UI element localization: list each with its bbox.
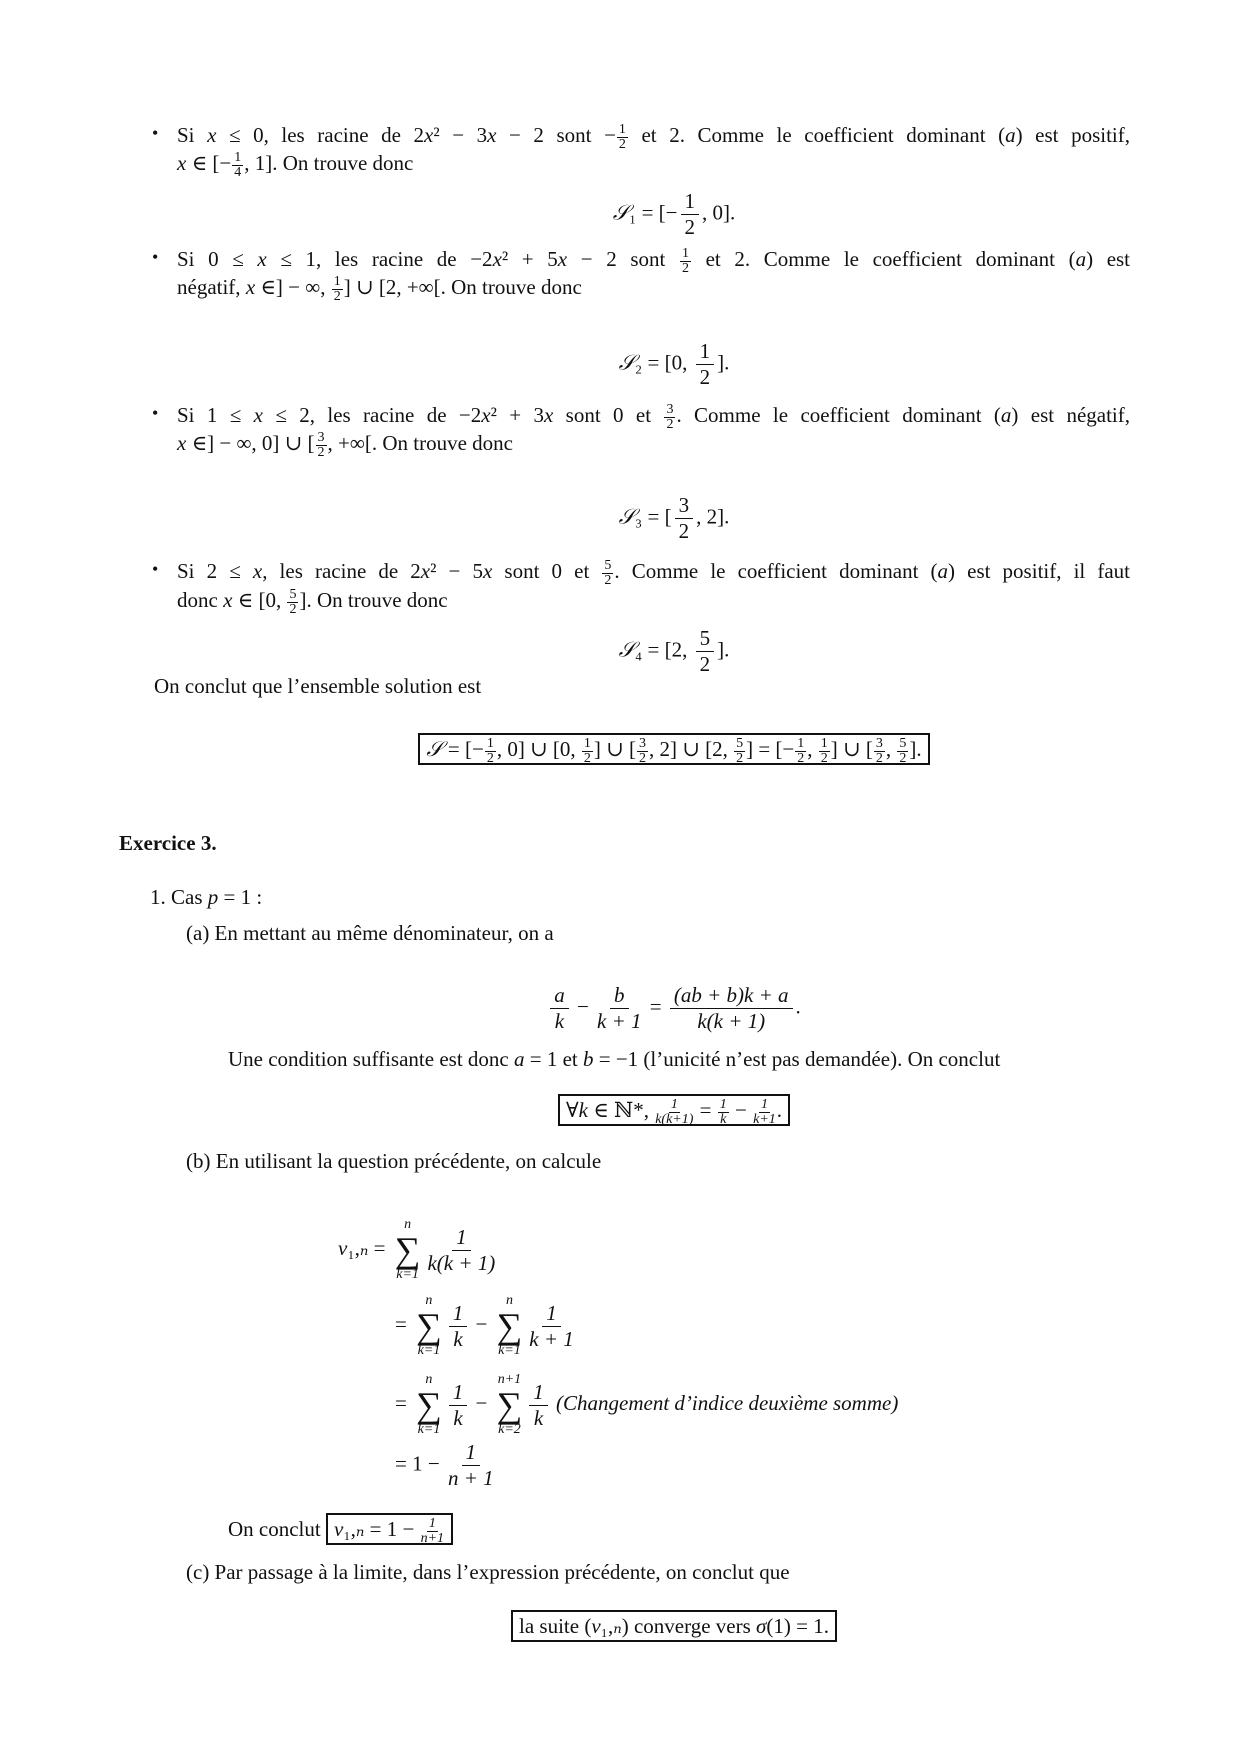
math-text: ₁, — [347, 1235, 360, 1260]
eq-a — [54, 983, 1240, 1034]
math-symbol: x — [252, 559, 263, 583]
text-run: sont — [543, 123, 605, 147]
denominator: k — [554, 1009, 565, 1033]
summation — [497, 1372, 523, 1438]
math-symbol: a — [1005, 123, 1016, 147]
math-symbol: v — [333, 1517, 344, 1541]
math-text: = — [694, 1098, 717, 1122]
numerator: 3 — [317, 429, 325, 445]
math-text: 2 — [413, 123, 425, 147]
fraction — [680, 247, 691, 276]
denominator: 2 — [678, 519, 690, 543]
text-run: . On trouve donc — [306, 588, 448, 612]
exercise-title — [119, 829, 217, 857]
fraction — [637, 737, 648, 766]
bullet-icon: • — [152, 247, 159, 267]
bullet-icon: • — [152, 559, 159, 579]
fraction — [485, 737, 496, 766]
math-text: . — [795, 994, 801, 1019]
math-text: ] ∪ [ — [593, 737, 636, 761]
numerator: 1 — [462, 1440, 481, 1466]
math-text: ² − 5 — [430, 559, 483, 583]
math-text: ]. — [717, 637, 730, 662]
sum-upper-limit: n — [505, 1293, 513, 1308]
math-text: 0 — [253, 123, 264, 147]
text-run: On conclut — [228, 1517, 326, 1541]
denominator: 2 — [618, 136, 626, 152]
math-text: = 1 — [218, 885, 252, 909]
math-text: ₄ = [2, — [634, 637, 693, 662]
text-run: . On trouve donc — [440, 275, 582, 299]
math-text: ∈ [− — [186, 151, 232, 175]
fraction — [550, 983, 569, 1034]
b3-l1 — [177, 401, 1130, 432]
denominator: 2 — [681, 260, 689, 276]
text-run: et 2. Comme le coefficient dominant ( — [691, 247, 1076, 271]
math-text: , 2]. — [696, 504, 730, 529]
fraction — [316, 431, 327, 460]
math-symbol: ₙ — [355, 1517, 365, 1541]
math-text: , 0] ∪ [0, — [496, 737, 581, 761]
sigma-icon: ∑ — [416, 1306, 442, 1346]
math-text: = 1 — [524, 1047, 558, 1071]
numerator: 1 — [820, 735, 828, 751]
text-run: négatif, — [177, 275, 246, 299]
math-text: . — [776, 1098, 783, 1122]
math-symbol: x — [487, 123, 497, 147]
fraction — [287, 588, 298, 617]
fraction — [427, 1225, 495, 1276]
text-run: . On trouve donc — [272, 151, 414, 175]
text-run: , les racine de — [309, 403, 459, 427]
math-symbol: ₙ — [359, 1235, 369, 1260]
fraction — [449, 1301, 468, 1352]
math-symbol: x — [420, 559, 431, 583]
math-text: ≤ 2 — [262, 403, 310, 427]
text-run: Si — [177, 559, 207, 583]
math-text: ] ∪ [2, +∞[ — [343, 275, 441, 299]
fraction — [795, 737, 806, 766]
fraction — [696, 339, 715, 390]
cond — [228, 1045, 1000, 1073]
numerator: 1 — [449, 1380, 468, 1406]
math-text: = — [368, 1235, 391, 1260]
fraction — [332, 275, 343, 304]
text-run: ) est — [1086, 247, 1131, 271]
math-text: = — [395, 1311, 413, 1336]
b4-l2 — [177, 586, 448, 617]
denominator: k(k+1) — [655, 1111, 694, 1127]
denominator: k — [720, 1111, 727, 1127]
math-symbol: 𝒮 — [612, 200, 629, 225]
numerator: b — [610, 983, 629, 1009]
math-text: , 2] ∪ [2, — [649, 737, 734, 761]
b1-l2 — [177, 149, 413, 180]
numerator: 1 — [670, 1096, 678, 1112]
math-text: ₁, — [600, 1614, 614, 1638]
s3 — [54, 493, 1240, 544]
math-symbol: 𝒮 — [618, 504, 635, 529]
b1-l1 — [177, 121, 1130, 152]
numerator: 5 — [736, 735, 744, 751]
summation — [416, 1372, 442, 1438]
boxed-result — [511, 1610, 837, 1642]
bullet-icon: • — [152, 123, 159, 143]
math-text: , — [807, 737, 818, 761]
denominator: 2 — [289, 601, 297, 617]
math-text: − — [604, 123, 616, 147]
text-run: donc — [177, 588, 224, 612]
math-text: ∈] − ∞, 0] ∪ [ — [186, 431, 315, 455]
text-run: : — [251, 885, 263, 909]
q1c — [186, 1558, 790, 1586]
text-run: sont — [616, 247, 679, 271]
sigma-icon: ∑ — [496, 1385, 523, 1425]
text-run: sont 0 et — [492, 559, 602, 583]
text-run: . Comme le coefficient dominant ( — [614, 559, 938, 583]
denominator: 2 — [699, 652, 711, 676]
sum-lower-limit: k=1 — [396, 1267, 419, 1282]
math-text: , +∞[ — [327, 431, 372, 455]
denominator: 2 — [604, 572, 612, 588]
fraction — [655, 1098, 693, 1127]
math-text: 2 — [410, 559, 421, 583]
math-symbol: v — [591, 1614, 601, 1638]
numerator: 5 — [289, 586, 297, 602]
text-run: , les racine de — [263, 123, 414, 147]
numerator: 1 — [681, 245, 689, 261]
denominator: k — [453, 1326, 463, 1351]
text-run: ) est négatif, — [1011, 403, 1130, 427]
text-run: ) est positif, — [1015, 123, 1130, 147]
math-text: − 2 — [567, 247, 617, 271]
math-text: 2 ≤ — [206, 559, 253, 583]
math-text: ₁, — [343, 1517, 356, 1541]
fraction — [718, 1098, 729, 1127]
fraction — [602, 559, 613, 588]
denominator: 2 — [699, 365, 711, 389]
denominator: 2 — [639, 750, 646, 766]
denominator: 2 — [736, 750, 744, 766]
denominator: 2 — [666, 416, 674, 432]
math-text: ² − 3 — [433, 123, 488, 147]
denominator: k(k + 1) — [427, 1250, 496, 1275]
b2-l2 — [177, 273, 582, 304]
math-symbol: x ≤ — [207, 123, 254, 147]
fraction — [597, 983, 642, 1034]
q1 — [150, 883, 262, 911]
math-symbol: x — [253, 403, 263, 427]
text-run: ) converge vers — [621, 1614, 757, 1638]
fraction — [897, 737, 908, 766]
math-text: ]. — [717, 350, 730, 375]
summation — [395, 1217, 421, 1283]
box-c — [54, 1612, 1240, 1640]
math-symbol: x — [543, 403, 554, 427]
math-text: ] = [− — [746, 737, 795, 761]
math-symbol: x — [492, 247, 502, 271]
numerator: 1 — [333, 273, 341, 289]
numerator: 1 — [452, 1225, 471, 1251]
sum-lower-limit: k=1 — [498, 1343, 521, 1358]
fraction — [819, 737, 830, 766]
math-text: , — [885, 737, 897, 761]
b2-l1 — [177, 245, 1130, 276]
bullet-icon: • — [152, 403, 159, 423]
numerator: 5 — [899, 735, 907, 751]
numerator: 5 — [604, 557, 612, 573]
math-text: ² + 3 — [490, 403, 544, 427]
concl-b — [228, 1515, 453, 1546]
fraction — [696, 626, 715, 677]
fraction — [664, 403, 675, 432]
numerator: 1 — [486, 735, 494, 751]
math-symbol: 𝒮 — [426, 737, 443, 761]
numerator: a — [550, 983, 569, 1009]
numerator: 1 — [449, 1301, 468, 1327]
fraction — [675, 493, 694, 544]
q1a — [186, 919, 554, 947]
s1 — [54, 189, 1240, 240]
numerator: 1 — [529, 1380, 548, 1406]
text-run: (a) En mettant au même dénominateur, on a — [186, 921, 554, 945]
math-text: ] — [299, 588, 307, 612]
fraction — [617, 123, 628, 152]
math-symbol: (Changement d’indice deuxième somme) — [556, 1390, 899, 1415]
text-run: Si — [177, 123, 208, 147]
math-text: ² + 5 — [501, 247, 558, 271]
math-symbol: 𝒮 — [618, 637, 635, 662]
text-run: et 2. Comme le coefficient dominant ( — [628, 123, 1006, 147]
eq-b4 — [395, 1440, 497, 1491]
math-text: = 1 − — [395, 1451, 445, 1476]
sum-lower-limit: k=1 — [417, 1422, 441, 1437]
fraction — [421, 1517, 444, 1546]
fraction — [529, 1301, 574, 1352]
s4 — [54, 626, 1240, 677]
numerator: 3 — [875, 735, 883, 751]
denominator: 2 — [820, 750, 828, 766]
denominator: k — [533, 1405, 544, 1430]
text-run: ) est positif, il faut — [948, 559, 1131, 583]
summation — [416, 1293, 442, 1359]
math-symbol: 𝒮 — [618, 350, 635, 375]
math-text: 0 ≤ — [208, 247, 258, 271]
math-text: ₂ = [0, — [634, 350, 693, 375]
final-box — [54, 735, 1240, 766]
sigma-icon: ∑ — [416, 1385, 442, 1425]
math-text: ∀ — [565, 1098, 579, 1122]
math-text: (1) = 1. — [766, 1614, 829, 1638]
denominator: 2 — [317, 444, 325, 460]
math-symbol: k — [578, 1098, 588, 1122]
text-run: On conclut que l’ensemble solution est — [154, 674, 482, 698]
denominator: 2 — [333, 288, 341, 304]
text-run: Une condition suffisante est donc — [228, 1047, 514, 1071]
denominator: 2 — [684, 215, 696, 239]
numerator: 1 — [719, 1096, 727, 1112]
eq-b3 — [395, 1372, 898, 1438]
math-symbol: x — [424, 123, 434, 147]
math-symbol: a — [1000, 403, 1012, 427]
math-text: ∈ ℕ*, — [587, 1098, 655, 1122]
math-text: , 1] — [244, 151, 273, 175]
math-symbol: x — [177, 431, 187, 455]
numerator: 1 — [696, 339, 715, 365]
math-text: ∈ [0, — [232, 588, 287, 612]
math-symbol: p — [207, 885, 219, 909]
math-text: = 1 − — [364, 1517, 420, 1541]
numerator: 5 — [696, 626, 715, 652]
sum-lower-limit: k=1 — [417, 1343, 441, 1358]
math-symbol: σ — [756, 1614, 767, 1638]
math-text: 1 ≤ — [206, 403, 254, 427]
numerator: 1 — [428, 1515, 436, 1531]
fraction — [232, 151, 243, 180]
math-text: − — [470, 1390, 493, 1415]
box-a — [54, 1096, 1240, 1127]
denominator: k — [453, 1405, 463, 1430]
denominator: k(k + 1) — [697, 1009, 766, 1033]
math-text: = — [395, 1390, 413, 1415]
denominator: k + 1 — [597, 1009, 642, 1033]
numerator: 1 — [618, 121, 626, 137]
boxed-result — [326, 1513, 453, 1545]
text-run: Si — [177, 403, 207, 427]
numerator: 1 — [583, 735, 591, 751]
math-text: ∈] − ∞, — [255, 275, 331, 299]
math-text: ≤ 1 — [266, 247, 317, 271]
fraction — [734, 737, 745, 766]
text-run: (b) En utilisant la question précédente, on calcule — [186, 1149, 602, 1173]
text-run: . Comme le coefficient dominant ( — [676, 403, 1001, 427]
text-run: (l’unicité n’est pas demandée). On conclut — [638, 1047, 1001, 1071]
summation — [497, 1293, 523, 1359]
denominator: 2 — [583, 750, 591, 766]
math-text: = −1 — [593, 1047, 639, 1071]
fraction — [582, 737, 593, 766]
numerator: 3 — [639, 735, 646, 751]
denominator: 2 — [899, 750, 907, 766]
text-run: 1. Cas — [150, 885, 208, 909]
sigma-icon: ∑ — [394, 1230, 421, 1270]
math-text: ₃ = [ — [634, 504, 672, 529]
denominator: n+1 — [420, 1530, 445, 1546]
text-run: sont 0 et — [553, 403, 664, 427]
text-run: la suite ( — [519, 1614, 592, 1638]
math-symbol: x — [177, 151, 187, 175]
fraction — [448, 1440, 494, 1491]
math-text: − — [571, 994, 595, 1019]
math-text: −2 — [458, 403, 482, 427]
math-symbol: a — [513, 1047, 525, 1071]
denominator: 4 — [234, 164, 242, 180]
numerator: 3 — [666, 401, 674, 417]
boxed-result — [418, 733, 929, 765]
fraction — [681, 189, 700, 240]
math-text: −2 — [470, 247, 493, 271]
sum-upper-limit: n — [425, 1293, 433, 1308]
math-symbol: b — [582, 1047, 594, 1071]
denominator: k + 1 — [529, 1326, 574, 1351]
eq-b1 — [338, 1217, 498, 1283]
q1b — [186, 1147, 601, 1175]
math-text: , 0]. — [702, 200, 736, 225]
b3-l2 — [177, 429, 513, 460]
text-run: . On trouve donc — [371, 431, 513, 455]
math-symbol: a — [1075, 247, 1087, 271]
math-symbol: x — [245, 275, 256, 299]
math-symbol: a — [937, 559, 949, 583]
numerator: (ab + b)k + a — [670, 983, 793, 1009]
fraction — [449, 1380, 468, 1431]
math-symbol: x — [223, 588, 233, 612]
numerator: 1 — [760, 1096, 768, 1112]
numerator: 1 — [681, 189, 700, 215]
denominator: 2 — [797, 750, 805, 766]
denominator: 2 — [486, 750, 494, 766]
fraction — [529, 1380, 548, 1431]
numerator: 1 — [797, 735, 805, 751]
sum-upper-limit: n+1 — [497, 1372, 522, 1387]
math-symbol: x — [557, 247, 568, 271]
math-text: − — [470, 1311, 493, 1336]
denominator: n + 1 — [447, 1466, 494, 1490]
math-text: = — [644, 994, 667, 1019]
math-text: ] ∪ [ — [830, 737, 873, 761]
sigma-icon: ∑ — [496, 1306, 523, 1346]
math-text: − — [729, 1098, 753, 1122]
text-run: Si — [177, 247, 209, 271]
numerator: 3 — [675, 493, 694, 519]
sum-upper-limit: n — [425, 1372, 433, 1387]
math-symbol: x — [481, 403, 491, 427]
fraction — [670, 983, 793, 1034]
fraction — [753, 1098, 776, 1127]
sum-upper-limit: n — [404, 1217, 412, 1232]
numerator: 1 — [542, 1301, 561, 1327]
math-text: − 2 — [496, 123, 544, 147]
denominator: 2 — [875, 750, 883, 766]
eq-b2 — [395, 1293, 577, 1359]
sum-lower-limit: k=2 — [498, 1422, 521, 1437]
text-run: (c) Par passage à la limite, dans l’expression précédente, on conclut que — [186, 1560, 790, 1584]
text-run: , les racine de — [262, 559, 411, 583]
math-symbol: ₙ — [613, 1614, 622, 1638]
s2 — [54, 339, 1240, 390]
math-text: = [− — [442, 737, 484, 761]
text-run: et — [557, 1047, 583, 1071]
math-text: ]. — [909, 737, 922, 761]
denominator: k+1 — [753, 1111, 776, 1127]
b4-l1 — [177, 557, 1130, 588]
boxed-result — [558, 1094, 790, 1126]
math-text: ₁ = [− — [629, 200, 678, 225]
conclude — [154, 672, 481, 700]
fraction — [874, 737, 885, 766]
math-symbol: x — [482, 559, 493, 583]
math-symbol: v — [338, 1235, 348, 1260]
math-symbol: x — [257, 247, 267, 271]
numerator: 1 — [234, 149, 242, 165]
text-run: , les racine de — [316, 247, 471, 271]
text-run: Exercice 3. — [119, 831, 217, 855]
